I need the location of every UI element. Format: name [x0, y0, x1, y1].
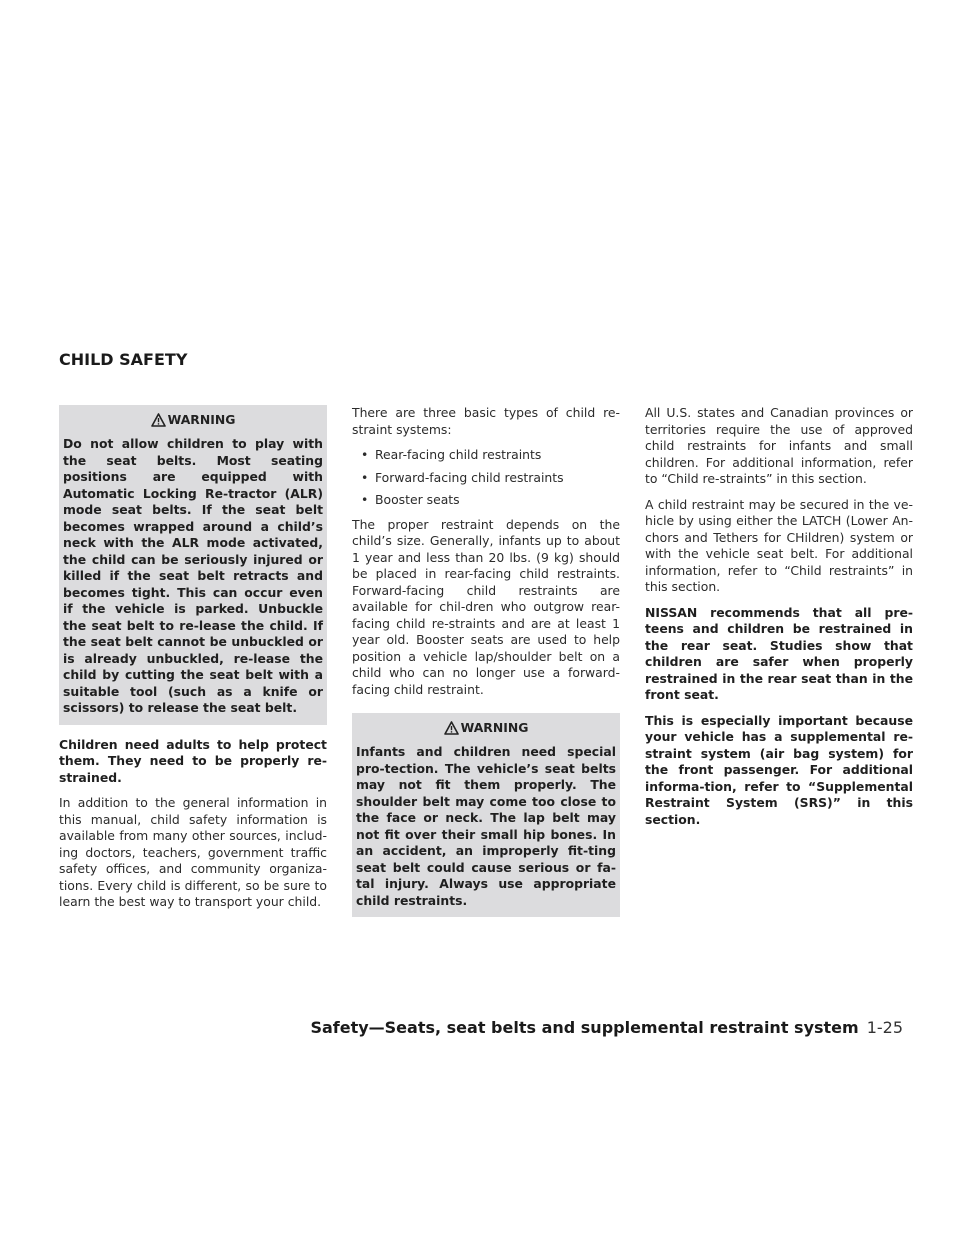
warning-label: WARNING — [167, 412, 236, 427]
warning-text-1: Do not allow children to play with the seat belts. Most seating positions are equipped with Automatic Locking Re-tractor (ALR) mode seat belts. If the seat belt becomes wrapped around a child’s neck with the ALR mode activated, the child can be seriously injured or killed if the seat belt retracts and becomes tight. This can occur even if the vehicle is parked. Unbuckle the seat belt to re-lease the child. If the seat belt cannot be unbuckled or is already unbuckled, re-lease the child by cutting the seat belt with a suitable tool (such as a knife or scissors) to release the seat belt. — [63, 436, 323, 715]
page-number: 1-25 — [866, 1018, 903, 1037]
column-2 — [352, 405, 620, 929]
paragraph-latch: A child restraint may be secured in the ve-hicle by using either the LATCH (Lower An-chors and Tethers for CHildren) system or with the vehicle seat belt. For additional information, refer to “Child restraints” in this section. — [645, 496, 913, 594]
chapter-title: Safety—Seats, seat belts and supplemental restraint system — [310, 1018, 859, 1037]
warning-header — [356, 719, 616, 737]
paragraph-proper-restraint: The proper restraint depends on the child’s size. Generally, infants up to about 1 year and less than 20 lbs. (9 kg) should be placed in rear-facing child restraints. Forward-facing child restraints are available for chil-dren who outgrow rear-facing child re-straints and are at least 1 year old. Booster seats are used to help position a vehicle lap/shoulder belt on a child who can no longer use a forward-facing child restraint. — [352, 516, 620, 697]
warning-label: WARNING — [460, 720, 529, 735]
list-item: • Booster seats — [361, 492, 460, 507]
warning-text-2: Infants and children need special pro-tection. The vehicle’s seat belts may not fit them properly. The shoulder belt may come too close to the face or neck. The lap belt may not fit over their small hip bones. In an accident, an improperly fit-ting seat belt could cause serious or fa-tal injury. Always use appropriate child restraints. — [356, 744, 616, 908]
bold-paragraph: Children need adults to help protect them. They need to be properly re-strained. — [59, 736, 327, 785]
page-footer — [310, 1018, 903, 1037]
warning-box-2 — [352, 713, 620, 917]
warning-header — [63, 411, 323, 429]
warning-triangle-icon — [151, 413, 166, 427]
list-item: • Rear-facing child restraints — [361, 447, 542, 462]
bold-paragraph-rear-seat: NISSAN recommends that all pre-teens and children be restrained in the rear seat. Studies show that children are safer when properly restrained in the rear seat than in the front seat. — [645, 604, 913, 702]
paragraph-general-info: In addition to the general information in this manual, child safety information is available from many other sources, includ-ing doctors, teachers, government traffic safety offices, and community organiza-tions. Every child is different, so be sure to learn the best way to transport your child. — [59, 795, 327, 909]
paragraph-intro: There are three basic types of child re-straint systems: — [352, 405, 620, 437]
column-3 — [645, 405, 913, 837]
restraint-types-list — [352, 447, 620, 509]
section-title: CHILD SAFETY — [59, 350, 188, 369]
column-1 — [59, 405, 327, 920]
warning-box-1 — [59, 405, 327, 725]
paragraph-state-laws: All U.S. states and Canadian provinces or territories require the use of approved child restraints for infants and small children. For additional information, refer to “Child re-straints” in this section. — [645, 405, 913, 486]
list-item: • Forward-facing child restraints — [361, 469, 564, 485]
bold-paragraph-srs: This is especially important because your vehicle has a supplemental re-straint system (air bag system) for the front passenger. For additional informa-tion, refer to “Supplemental Restraint System (SRS)” in this section. — [645, 712, 913, 827]
warning-triangle-icon — [444, 721, 459, 735]
